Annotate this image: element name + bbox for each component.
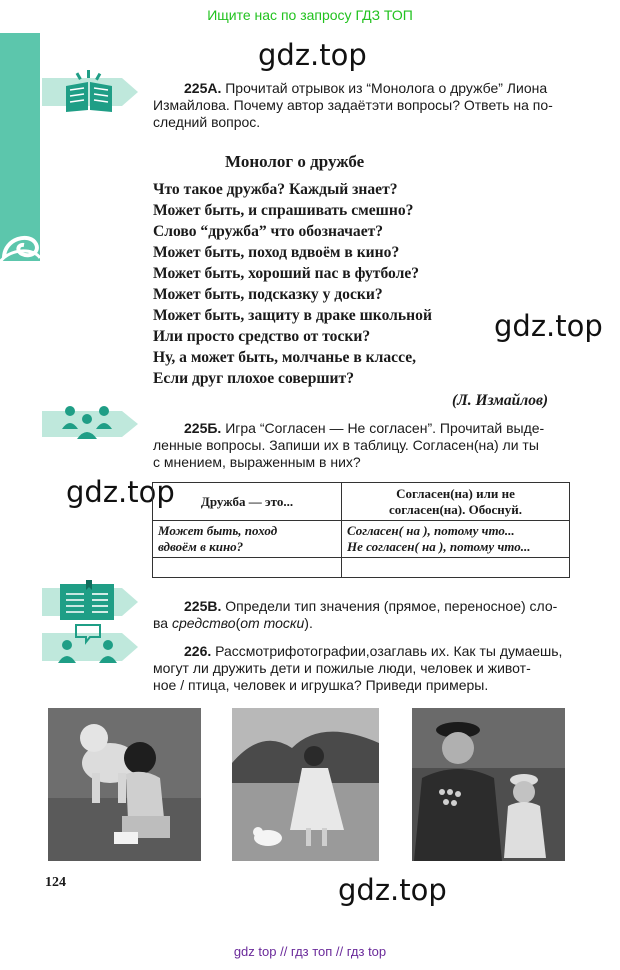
task-225b-line2: ленные вопросы. Запиши их в таблицу. Согласен(на) ли ты: [153, 437, 539, 453]
poem-line: Если друг плохое совершит?: [153, 370, 354, 387]
table-cell: Может быть, поход вдвоём в кино?: [153, 521, 342, 558]
watermark: gdz.top: [494, 309, 603, 343]
task-226-line1: 226. Рассмотрифотографии,озаглавь их. Как ты думаешь,: [184, 643, 563, 659]
table-header-cell: Согласен(на) или не согласен(на). Обоснуй.: [342, 483, 570, 521]
poem-line: Может быть, подсказку у доски?: [153, 286, 383, 303]
poem-line: Может быть, защиту в драке школьной: [153, 307, 432, 324]
search-banner[interactable]: Ищите нас по запросу ГДЗ ТОП: [207, 7, 413, 23]
task-225b-line1: 225Б. Игра “Согласен — Не согласен”. Прочитай выде-: [184, 420, 545, 436]
table-cell: Согласен( на ), потому что... Не согласен( на ), потому что...: [342, 521, 570, 558]
task-number: 225А.: [184, 80, 222, 96]
page-number: 124: [45, 875, 66, 890]
group-icon: [42, 403, 142, 445]
watermark: gdz.top: [258, 38, 367, 72]
task-225a-line1: 225А. Прочитай отрывок из “Монолога о дружбе” Лиона: [184, 80, 548, 96]
table-header-cell: Дружба — это...: [153, 483, 342, 521]
table-header-row: [153, 483, 570, 521]
task-225v-line1: 225В. Определи тип значения (прямое, переносное) сло-: [184, 598, 558, 614]
notebook-icon: [42, 580, 142, 624]
swirl-icon: [0, 218, 44, 262]
poem-author: (Л. Измайлов): [452, 392, 549, 409]
table-row: [153, 521, 570, 558]
agreement-table: [152, 482, 570, 578]
poem-line: Ну, а может быть, молчанье в классе,: [153, 349, 417, 366]
task-226-line3: ное / птица, человек и игрушка? Приведи примеры.: [153, 677, 489, 693]
watermark: gdz.top: [338, 873, 447, 907]
watermark: gdz.top: [66, 475, 175, 509]
footer-links[interactable]: gdz top // гдз топ // гдз top: [233, 944, 387, 959]
task-225a-line3: следний вопрос.: [153, 114, 261, 130]
poem-title: Монолог о дружбе: [225, 152, 365, 171]
table-cell: [153, 558, 342, 578]
task-number: 225Б.: [184, 420, 222, 436]
task-225b-line3: с мнением, выраженным в них?: [153, 454, 361, 470]
poem-line: Что такое дружба? Каждый знает?: [153, 181, 398, 198]
dialogue-icon: [42, 623, 142, 667]
poem-line: Может быть, поход вдвоём в кино?: [153, 244, 400, 261]
task-number: 225В.: [184, 598, 222, 614]
task-225a-line2: Измайлова. Почему автор задаётэти вопросы? Ответь на по-: [153, 97, 553, 113]
poem-line: Или просто средство от тоски?: [153, 328, 371, 345]
poem-line: Может быть, и спрашивать смешно?: [153, 202, 414, 219]
book-icon: [42, 68, 142, 116]
photo-girl-and-dove: [232, 708, 379, 861]
task-225v-line2: ва средство(от тоски).: [153, 615, 313, 631]
poem-line: Может быть, хороший пас в футболе?: [153, 265, 420, 282]
task-number: 226.: [184, 643, 212, 659]
photo-child-and-dog: [48, 708, 201, 861]
photo-grandfather-and-child: [412, 708, 565, 861]
task-226-line2: могут ли дружить дети и пожилые люди, человек и живот-: [153, 660, 531, 676]
poem-line: Слово “дружба” что обозначает?: [153, 223, 384, 240]
table-cell: [342, 558, 570, 578]
table-row: [153, 558, 570, 578]
